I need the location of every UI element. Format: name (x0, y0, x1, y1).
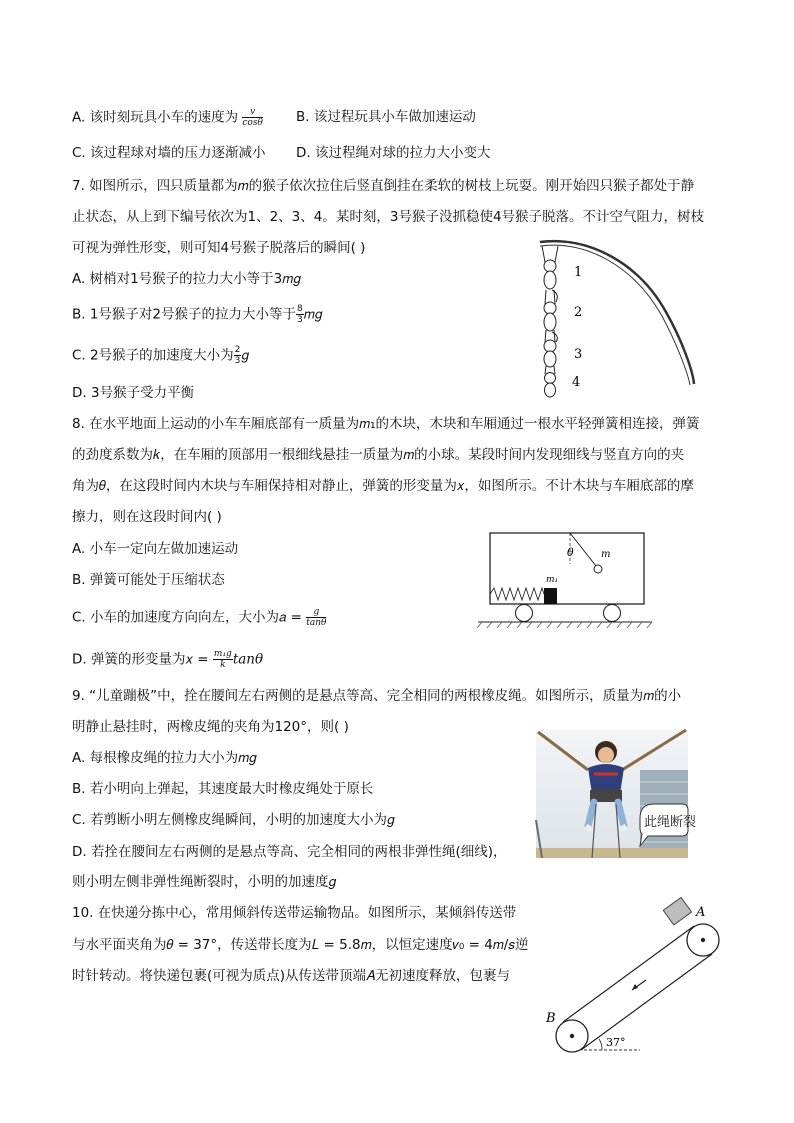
wheel-left (516, 605, 533, 622)
q8-stem-line-3: 角为𝜃，在这段时间内木块与车厢保持相对静止，弹簧的形变量为𝑥，如图所示。不计木块与车厢底部的摩 (72, 478, 694, 494)
fraction-numerator: 2 (234, 345, 241, 355)
q10-stem-line-2: 与水平面夹角为𝜃 = 37°，传送带长度为𝐿 = 5.8𝑚，以恒定速度𝑣₀ = 4𝑚/𝑠逆 (72, 937, 529, 953)
fraction-denominator: 3 (297, 315, 303, 325)
q8-option-d-text: D. 弹簧的形变量为𝑥 = (72, 651, 209, 668)
q8-option-b: B. 弹簧可能处于压缩状态 (72, 572, 225, 588)
q10-conveyor-figure (540, 896, 730, 1060)
q8-option-c-fraction (306, 607, 326, 628)
q6-option-a-fraction (242, 107, 263, 128)
monkey-label-4: 4 (572, 375, 581, 390)
q7-stem-line-2: 止状态，从上到下编号依次为1、2、3、4。某时刻，3号猴子没抓稳使4号猴子脱落。不计空气阻力，树枝 (72, 209, 705, 225)
angle-label: 37° (606, 1036, 626, 1049)
q9-option-a: A. 每根橡皮绳的拉力大小为𝑚𝑔 (72, 750, 257, 766)
q9-option-d-line-1: D. 若拴在腰间左右两侧的是悬点等高、完全相同的两根非弹性绳(细线)， (72, 844, 507, 860)
fraction-numerator: g (306, 607, 326, 618)
callout-text: 此绳断裂 (644, 815, 697, 830)
q9-bungee-photo (536, 730, 697, 858)
monkey-label-2: 2 (574, 305, 583, 320)
q7-option-c (72, 345, 249, 366)
q9-option-c: C. 若剪断小明左侧橡皮绳瞬间，小明的加速度大小为𝑔 (72, 812, 395, 828)
ball-mass-label: m (601, 549, 611, 560)
monkey-chain (542, 246, 558, 397)
q7-monkey-branch-figure (528, 232, 700, 400)
point-b-label: B (546, 1011, 556, 1026)
q7-option-a: A. 树梢对1号猴子的拉力大小等于3𝑚𝑔 (72, 271, 301, 287)
pendulum-string (570, 533, 596, 566)
fraction-denominator: tanθ (306, 618, 327, 628)
q7-option-b-unit: 𝑚𝑔 (303, 306, 323, 323)
monkey-1 (542, 246, 558, 302)
package (663, 897, 691, 924)
wheel-right (604, 605, 621, 622)
q7-option-c-text: C. 2号猴子的加速度大小为 (72, 347, 234, 364)
q10-stem-line-3: 时针转动。将快递包裹(可视为质点)从传送带顶端𝐴无初速度释放，包裹与 (72, 968, 511, 984)
q7-option-b-fraction (296, 304, 304, 325)
q7-stem-line-3: 可视为弹性形变，则可知4号猴子脱落后的瞬间( ) (72, 240, 366, 256)
monkey-3 (544, 330, 556, 367)
monkey-label-3: 3 (574, 347, 583, 362)
q9-stem-line-1: 9. “儿童蹦极”中，拴在腰间左右两侧的是悬点等高、完全相同的两根橡皮绳。如图所示，质量为𝑚的小 (72, 688, 682, 704)
child-body (588, 764, 624, 794)
spring (490, 588, 544, 600)
q8-option-d-fraction (213, 649, 233, 670)
q10-stem-line-1: 10. 在快递分拣中心，常用倾斜传送带运输物品。如图所示，某倾斜传送带 (72, 905, 517, 921)
fraction-numerator: m₁g (213, 649, 232, 659)
fraction-denominator: k (220, 660, 226, 670)
q8-option-c (72, 607, 326, 628)
q8-carriage-figure (474, 530, 654, 634)
q9-option-b: B. 若小明向上弹起，其速度最大时橡皮绳处于原长 (72, 781, 374, 797)
q7-option-b-text: B. 1号猴子对2号猴子的拉力大小等于 (72, 306, 297, 323)
q8-option-c-text: C. 小车的加速度方向向左，大小为𝑎 = (72, 609, 302, 626)
q6-option-c: C. 该过程球对墙的压力逐渐减小 (72, 145, 266, 161)
block-m1 (544, 588, 557, 604)
q9-stem-line-2: 明静止悬挂时，两橡皮绳的夹角为120°，则( ) (72, 719, 349, 735)
belt-upper (563, 926, 694, 1022)
ground-hatching (477, 622, 652, 628)
q9-option-d-line-2: 则小明左侧非弹性绳断裂时，小明的加速度𝑔 (72, 874, 336, 890)
angle-arc (599, 1039, 602, 1050)
q6-option-d: D. 该过程绳对球的拉力大小变大 (296, 145, 491, 161)
monkey-4 (545, 366, 556, 397)
block-mass-label: m₁ (546, 575, 559, 585)
q6-option-a-text: A. 该时刻玩具小车的速度为 (72, 109, 239, 126)
q8-option-d (72, 649, 263, 670)
q8-option-a: A. 小车一定向左做加速运动 (72, 541, 239, 557)
pendulum-ball (594, 565, 602, 573)
q8-stem-line-4: 擦力，则在这段时间内( ) (72, 509, 222, 525)
q7-stem-line-1: 7. 如图所示，四只质量都为𝑚的猴子依次拉住后竖直倒挂在柔软的树枝上玩耍。刚开始四只猴子都处于静 (72, 178, 695, 194)
q7-option-b (72, 304, 322, 325)
point-a-label: A (696, 905, 706, 920)
q7-option-d: D. 3号猴子受力平衡 (72, 385, 195, 401)
theta-label: θ (567, 546, 574, 559)
q8-option-d-tail: tanθ (232, 651, 264, 668)
q7-option-c-unit: 𝑔 (241, 347, 249, 364)
fraction-numerator: 8 (297, 304, 303, 314)
branch-outer (540, 241, 694, 384)
fraction-denominator: cosθ (242, 118, 263, 128)
fraction-numerator: v (242, 107, 263, 118)
q6-option-a (72, 107, 263, 128)
q6-option-b: B. 该过程玩具小车做加速运动 (296, 109, 476, 125)
q8-stem-line-2: 的劲度系数为𝑘，在车厢的顶部用一根细线悬挂一质量为𝑚的小球。某段时间内发现细线与竖直方向的夹 (72, 447, 685, 463)
belt-lower (581, 954, 712, 1050)
carriage-body (490, 533, 644, 604)
monkey-label-1: 1 (574, 265, 583, 280)
q8-stem-line-1: 8. 在水平地面上运动的小车车厢底部有一质量为𝑚₁的木块，木块和车厢通过一根水平轻弹簧相连接，弹簧 (72, 416, 700, 432)
fraction-denominator: 3 (234, 356, 241, 366)
bungee-photo-illustration (536, 730, 697, 858)
